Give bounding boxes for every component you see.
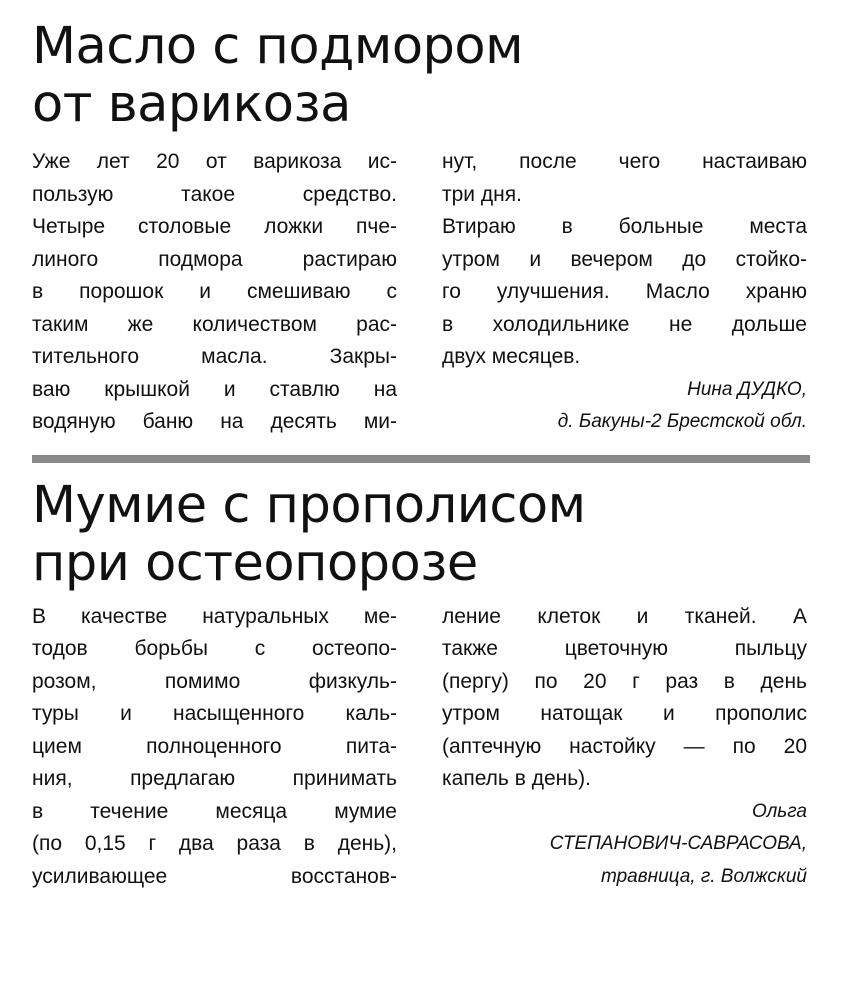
author-location: д. Бакуны-2 Брестской обл.	[557, 411, 807, 432]
article-body	[32, 601, 807, 894]
text-line: в течение месяца мумие	[32, 799, 397, 823]
article-body	[32, 146, 807, 439]
text-line: водяную баню на десять ми-	[32, 410, 397, 433]
text-line: утром натощак и прополис	[442, 702, 807, 725]
article-headline	[32, 18, 812, 134]
article-osteoporosis	[32, 477, 812, 894]
text-line: линого подмора растираю	[32, 247, 397, 271]
author-first-name: Ольга	[752, 800, 807, 822]
text-line: (аптечную настойку — по 20	[442, 734, 807, 758]
text-line: го улучшения. Масло храню	[442, 280, 807, 303]
text-line: Втираю в больные места	[442, 215, 807, 238]
headline-line: от варикоза	[32, 75, 351, 134]
headline-line: при остеопорозе	[32, 533, 478, 593]
text-line: утром и вечером до стойко-	[442, 247, 807, 271]
text-column-right	[442, 146, 807, 439]
text-line: нут, после чего настаиваю	[442, 150, 807, 173]
text-line: Четыре столовые ложки пче-	[32, 215, 397, 238]
text-line: двух месяцев.	[442, 345, 581, 368]
author-name: Нина ДУДКО,	[687, 378, 807, 400]
article-separator	[32, 455, 810, 463]
text-line: в холодильнике не дольше	[442, 312, 807, 336]
text-line: тодов борьбы с остеопо-	[32, 637, 397, 660]
text-line: также цветочную пыльцу	[442, 637, 807, 660]
text-column-right	[442, 601, 807, 894]
article-varicose	[32, 18, 812, 439]
author-surname: СТЕПАНОВИЧ-САВРАСОВА,	[549, 833, 807, 854]
article-headline	[32, 477, 812, 593]
text-line: (по 0,15 г два раза в день),	[32, 832, 397, 855]
text-line: в порошок и смешиваю с	[32, 280, 397, 303]
text-line: тительного масла. Закры-	[32, 345, 397, 368]
text-line: усиливающее восстанов-	[32, 864, 397, 888]
text-line: пользую такое средство.	[32, 182, 397, 206]
text-line: (пергу) по 20 г раз в день	[442, 669, 807, 693]
author-location: травница, г. Волжский	[600, 865, 807, 887]
text-line: три дня.	[442, 182, 522, 206]
text-column-left	[32, 601, 397, 894]
headline-line: Масло с подмором	[32, 17, 524, 76]
text-column-left	[32, 146, 397, 439]
newspaper-page	[32, 18, 812, 893]
text-line: капель в день).	[442, 767, 591, 790]
headline-line: Мумие с прополисом	[32, 475, 586, 535]
text-line: ваю крышкой и ставлю на	[32, 377, 397, 401]
text-line: розом, помимо физкуль-	[32, 669, 397, 693]
text-line: таким же количеством рас-	[32, 312, 397, 336]
text-line: ление клеток и тканей. А	[442, 604, 807, 628]
text-line: ния, предлагаю принимать	[32, 767, 397, 790]
text-line: Уже лет 20 от варикоза ис-	[32, 150, 397, 173]
text-line: В качестве натуральных ме-	[32, 604, 397, 628]
text-line: туры и насыщенного каль-	[32, 702, 397, 725]
text-line: цием полноценного пита-	[32, 734, 397, 758]
